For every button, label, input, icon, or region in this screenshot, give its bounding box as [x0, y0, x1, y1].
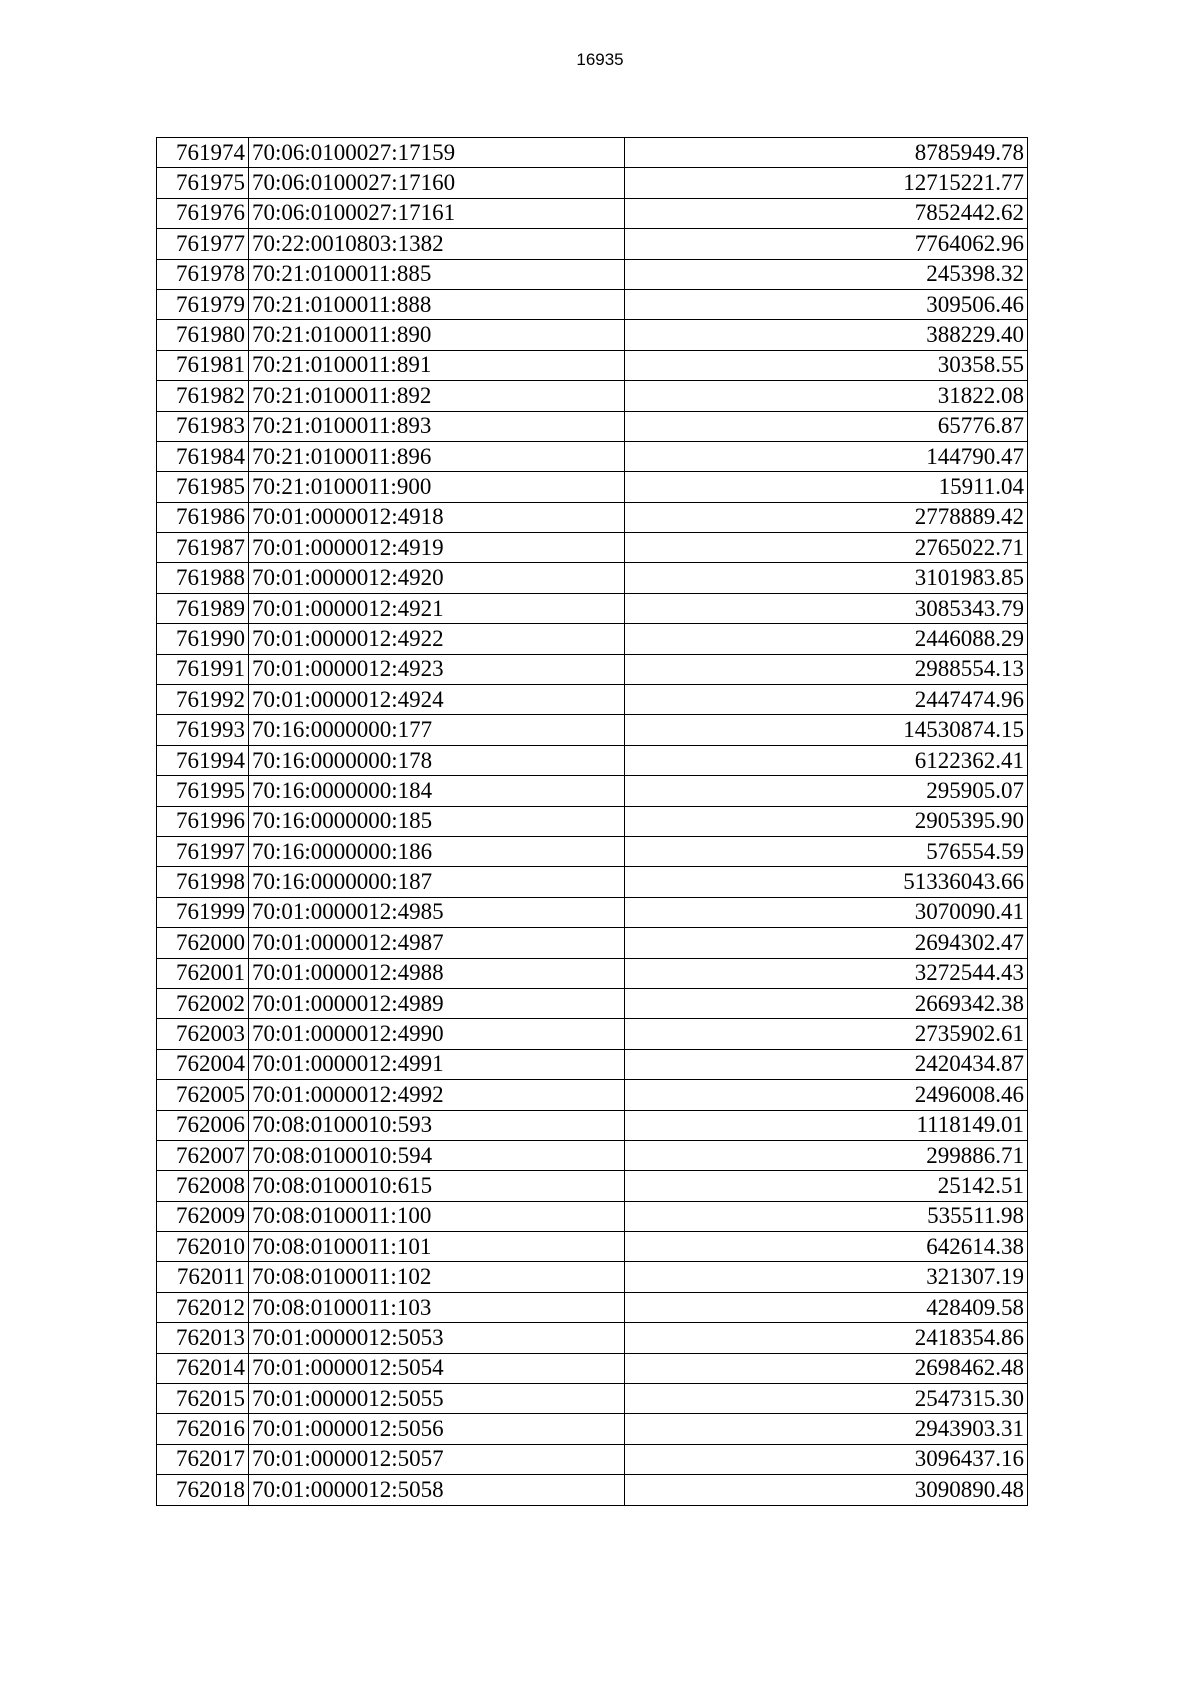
cadastral-number-cell: 70:08:0100011:103 — [249, 1292, 625, 1322]
table-body — [157, 138, 1028, 1506]
row-number-cell: 762012 — [157, 1292, 249, 1322]
table-row — [157, 1353, 1028, 1383]
table-row — [157, 928, 1028, 958]
value-cell: 2496008.46 — [625, 1080, 1028, 1110]
row-number-cell: 762001 — [157, 958, 249, 988]
cadastral-number-cell: 70:08:0100011:102 — [249, 1262, 625, 1292]
table-row — [157, 350, 1028, 380]
cadastral-number-cell: 70:21:0100011:885 — [249, 259, 625, 289]
row-number-cell: 762017 — [157, 1444, 249, 1474]
cadastral-number-cell: 70:01:0000012:4919 — [249, 533, 625, 563]
value-cell: 7852442.62 — [625, 198, 1028, 228]
cadastral-number-cell: 70:01:0000012:4985 — [249, 897, 625, 927]
cadastral-number-cell: 70:01:0000012:5056 — [249, 1414, 625, 1444]
row-number-cell: 762014 — [157, 1353, 249, 1383]
row-number-cell: 761974 — [157, 138, 249, 168]
value-cell: 2765022.71 — [625, 533, 1028, 563]
value-cell: 31822.08 — [625, 381, 1028, 411]
cadastral-number-cell: 70:16:0000000:185 — [249, 806, 625, 836]
row-number-cell: 761986 — [157, 502, 249, 532]
table-row — [157, 533, 1028, 563]
table-row — [157, 502, 1028, 532]
page-number: 16935 — [576, 50, 624, 69]
cadastral-number-cell: 70:22:0010803:1382 — [249, 229, 625, 259]
row-number-cell: 761985 — [157, 472, 249, 502]
value-cell: 25142.51 — [625, 1171, 1028, 1201]
cadastral-number-cell: 70:06:0100027:17160 — [249, 168, 625, 198]
table-row — [157, 1262, 1028, 1292]
table-row — [157, 563, 1028, 593]
cadastral-number-cell: 70:21:0100011:892 — [249, 381, 625, 411]
table-row — [157, 624, 1028, 654]
value-cell: 2988554.13 — [625, 654, 1028, 684]
row-number-cell: 762000 — [157, 928, 249, 958]
row-number-cell: 762004 — [157, 1049, 249, 1079]
value-cell: 1118149.01 — [625, 1110, 1028, 1140]
table-row — [157, 1140, 1028, 1170]
table-row — [157, 441, 1028, 471]
cadastral-number-cell: 70:21:0100011:891 — [249, 350, 625, 380]
cadastral-number-cell: 70:01:0000012:4990 — [249, 1019, 625, 1049]
row-number-cell: 761983 — [157, 411, 249, 441]
cadastral-number-cell: 70:01:0000012:4988 — [249, 958, 625, 988]
cadastral-number-cell: 70:01:0000012:4991 — [249, 1049, 625, 1079]
value-cell: 14530874.15 — [625, 715, 1028, 745]
cadastral-number-cell: 70:01:0000012:5053 — [249, 1323, 625, 1353]
value-cell: 2446088.29 — [625, 624, 1028, 654]
table-row — [157, 867, 1028, 897]
table-row — [157, 715, 1028, 745]
cadastral-number-cell: 70:08:0100011:101 — [249, 1232, 625, 1262]
table-row — [157, 1232, 1028, 1262]
cadastral-number-cell: 70:01:0000012:4987 — [249, 928, 625, 958]
value-cell: 309506.46 — [625, 289, 1028, 319]
cadastral-number-cell: 70:01:0000012:5055 — [249, 1384, 625, 1414]
table-row — [157, 1080, 1028, 1110]
value-cell: 3096437.16 — [625, 1444, 1028, 1474]
row-number-cell: 762003 — [157, 1019, 249, 1049]
cadastral-number-cell: 70:21:0100011:890 — [249, 320, 625, 350]
value-cell: 2698462.48 — [625, 1353, 1028, 1383]
cadastral-number-cell: 70:16:0000000:187 — [249, 867, 625, 897]
table-row — [157, 138, 1028, 168]
table-row — [157, 988, 1028, 1018]
cadastral-number-cell: 70:01:0000012:5058 — [249, 1475, 625, 1505]
row-number-cell: 761996 — [157, 806, 249, 836]
row-number-cell: 762010 — [157, 1232, 249, 1262]
table-row — [157, 229, 1028, 259]
value-cell: 2943903.31 — [625, 1414, 1028, 1444]
row-number-cell: 762007 — [157, 1140, 249, 1170]
value-cell: 8785949.78 — [625, 138, 1028, 168]
data-table — [156, 137, 1028, 1506]
table-row — [157, 1201, 1028, 1231]
value-cell: 2418354.86 — [625, 1323, 1028, 1353]
row-number-cell: 762011 — [157, 1262, 249, 1292]
cadastral-number-cell: 70:21:0100011:896 — [249, 441, 625, 471]
row-number-cell: 761978 — [157, 259, 249, 289]
value-cell: 2735902.61 — [625, 1019, 1028, 1049]
cadastral-number-cell: 70:16:0000000:178 — [249, 745, 625, 775]
row-number-cell: 761995 — [157, 776, 249, 806]
value-cell: 535511.98 — [625, 1201, 1028, 1231]
row-number-cell: 761991 — [157, 654, 249, 684]
row-number-cell: 761988 — [157, 563, 249, 593]
table-row — [157, 289, 1028, 319]
value-cell: 3085343.79 — [625, 593, 1028, 623]
cadastral-number-cell: 70:21:0100011:893 — [249, 411, 625, 441]
row-number-cell: 761993 — [157, 715, 249, 745]
table-row — [157, 745, 1028, 775]
cadastral-number-cell: 70:16:0000000:184 — [249, 776, 625, 806]
cadastral-number-cell: 70:16:0000000:186 — [249, 836, 625, 866]
row-number-cell: 761994 — [157, 745, 249, 775]
cadastral-number-cell: 70:21:0100011:888 — [249, 289, 625, 319]
value-cell: 3272544.43 — [625, 958, 1028, 988]
row-number-cell: 761992 — [157, 685, 249, 715]
row-number-cell: 762009 — [157, 1201, 249, 1231]
value-cell: 15911.04 — [625, 472, 1028, 502]
value-cell: 245398.32 — [625, 259, 1028, 289]
table-row — [157, 1049, 1028, 1079]
table-row — [157, 836, 1028, 866]
table-row — [157, 1444, 1028, 1474]
value-cell: 30358.55 — [625, 350, 1028, 380]
cadastral-number-cell: 70:08:0100011:100 — [249, 1201, 625, 1231]
value-cell: 576554.59 — [625, 836, 1028, 866]
row-number-cell: 761999 — [157, 897, 249, 927]
value-cell: 7764062.96 — [625, 229, 1028, 259]
row-number-cell: 761984 — [157, 441, 249, 471]
row-number-cell: 761987 — [157, 533, 249, 563]
value-cell: 3090890.48 — [625, 1475, 1028, 1505]
table-row — [157, 1384, 1028, 1414]
value-cell: 321307.19 — [625, 1262, 1028, 1292]
row-number-cell: 761975 — [157, 168, 249, 198]
table-row — [157, 593, 1028, 623]
table-row — [157, 1323, 1028, 1353]
table-row — [157, 654, 1028, 684]
cadastral-number-cell: 70:01:0000012:5057 — [249, 1444, 625, 1474]
cadastral-number-cell: 70:08:0100010:594 — [249, 1140, 625, 1170]
row-number-cell: 761982 — [157, 381, 249, 411]
row-number-cell: 762006 — [157, 1110, 249, 1140]
table-row — [157, 1019, 1028, 1049]
cadastral-number-cell: 70:01:0000012:4921 — [249, 593, 625, 623]
cadastral-number-cell: 70:08:0100010:615 — [249, 1171, 625, 1201]
table-row — [157, 806, 1028, 836]
row-number-cell: 761979 — [157, 289, 249, 319]
cadastral-number-cell: 70:01:0000012:4923 — [249, 654, 625, 684]
value-cell: 144790.47 — [625, 441, 1028, 471]
cadastral-number-cell: 70:01:0000012:5054 — [249, 1353, 625, 1383]
table-row — [157, 259, 1028, 289]
value-cell: 2905395.90 — [625, 806, 1028, 836]
cadastral-number-cell: 70:16:0000000:177 — [249, 715, 625, 745]
value-cell: 6122362.41 — [625, 745, 1028, 775]
value-cell: 51336043.66 — [625, 867, 1028, 897]
value-cell: 642614.38 — [625, 1232, 1028, 1262]
row-number-cell: 761990 — [157, 624, 249, 654]
value-cell: 2778889.42 — [625, 502, 1028, 532]
cadastral-number-cell: 70:21:0100011:900 — [249, 472, 625, 502]
row-number-cell: 762018 — [157, 1475, 249, 1505]
cadastral-number-cell: 70:06:0100027:17159 — [249, 138, 625, 168]
cadastral-number-cell: 70:01:0000012:4918 — [249, 502, 625, 532]
table-row — [157, 897, 1028, 927]
value-cell: 12715221.77 — [625, 168, 1028, 198]
table-row — [157, 1292, 1028, 1322]
value-cell: 3101983.85 — [625, 563, 1028, 593]
value-cell: 2420434.87 — [625, 1049, 1028, 1079]
value-cell: 2447474.96 — [625, 685, 1028, 715]
row-number-cell: 761976 — [157, 198, 249, 228]
row-number-cell: 762008 — [157, 1171, 249, 1201]
value-cell: 295905.07 — [625, 776, 1028, 806]
table-row — [157, 1110, 1028, 1140]
cadastral-number-cell: 70:01:0000012:4922 — [249, 624, 625, 654]
table-row — [157, 320, 1028, 350]
row-number-cell: 761980 — [157, 320, 249, 350]
table-row — [157, 958, 1028, 988]
row-number-cell: 762013 — [157, 1323, 249, 1353]
value-cell: 3070090.41 — [625, 897, 1028, 927]
value-cell: 2694302.47 — [625, 928, 1028, 958]
cadastral-number-cell: 70:08:0100010:593 — [249, 1110, 625, 1140]
row-number-cell: 761997 — [157, 836, 249, 866]
row-number-cell: 761998 — [157, 867, 249, 897]
table-row — [157, 1475, 1028, 1505]
table-row — [157, 685, 1028, 715]
cadastral-number-cell: 70:01:0000012:4924 — [249, 685, 625, 715]
table-row — [157, 472, 1028, 502]
row-number-cell: 762002 — [157, 988, 249, 1018]
cadastral-number-cell: 70:01:0000012:4989 — [249, 988, 625, 1018]
cadastral-number-cell: 70:06:0100027:17161 — [249, 198, 625, 228]
row-number-cell: 762016 — [157, 1414, 249, 1444]
table-row — [157, 198, 1028, 228]
value-cell: 299886.71 — [625, 1140, 1028, 1170]
cadastral-number-cell: 70:01:0000012:4992 — [249, 1080, 625, 1110]
table-row — [157, 168, 1028, 198]
row-number-cell: 762005 — [157, 1080, 249, 1110]
row-number-cell: 762015 — [157, 1384, 249, 1414]
table-row — [157, 381, 1028, 411]
table-row — [157, 411, 1028, 441]
table-row — [157, 1414, 1028, 1444]
value-cell: 2547315.30 — [625, 1384, 1028, 1414]
value-cell: 65776.87 — [625, 411, 1028, 441]
value-cell: 388229.40 — [625, 320, 1028, 350]
row-number-cell: 761989 — [157, 593, 249, 623]
row-number-cell: 761977 — [157, 229, 249, 259]
value-cell: 2669342.38 — [625, 988, 1028, 1018]
cadastral-number-cell: 70:01:0000012:4920 — [249, 563, 625, 593]
table-row — [157, 776, 1028, 806]
row-number-cell: 761981 — [157, 350, 249, 380]
value-cell: 428409.58 — [625, 1292, 1028, 1322]
table-row — [157, 1171, 1028, 1201]
